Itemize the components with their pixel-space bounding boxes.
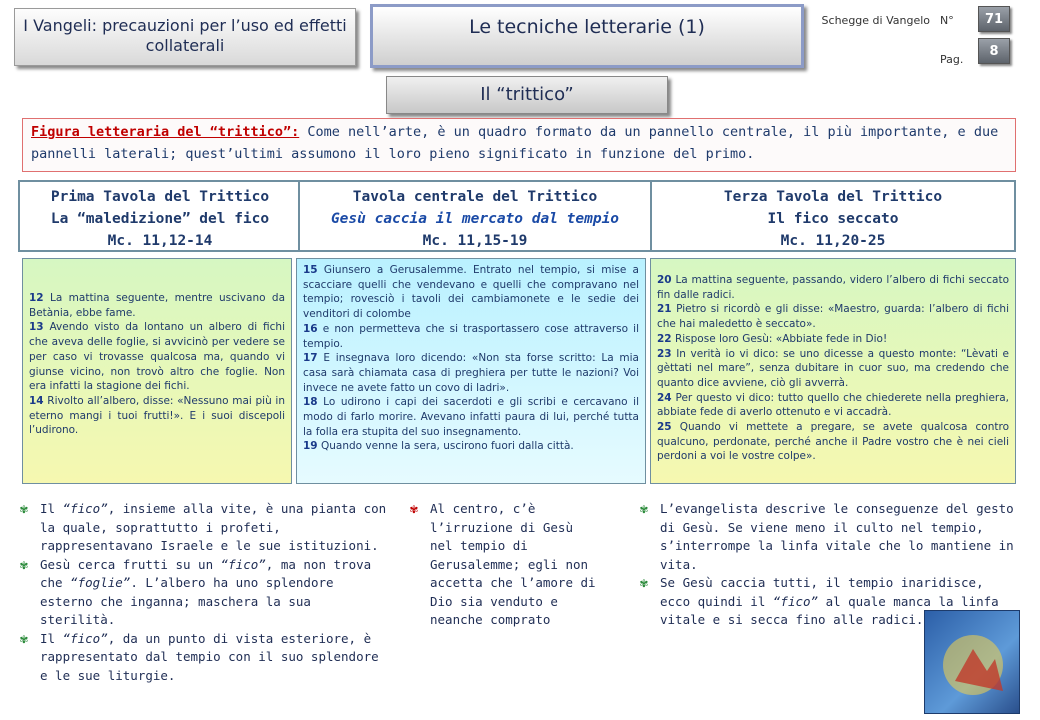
verse: 15 Giunsero a Gerusalemme. Entrato nel tempio, si mise a scacciare quelli che vendevano e quelli che compravano nel tempio; rovesciò i tavoli dei cambiamonete e le sedie dei venditori di colombe <box>303 264 639 321</box>
series-title: I Vangeli: precauzioni per l’uso ed effetti collaterali <box>14 8 356 66</box>
triptych-header <box>18 180 1016 252</box>
flower-bullet-icon: ✾ <box>640 502 648 517</box>
note-item: ✾ L’evangelista descrive le conseguenze del gesto di Gesù. Se viene meno il culto nel tempio, s’interrompe la linfa vitale che lo mantiene in vita. <box>640 501 1014 572</box>
verse: 25 Quando vi mettete a pregare, se avete qualcosa contro qualcuno, perdonate, perché anche il Padre vostro che è nei cieli perdoni a voi le vostre colpe». <box>657 421 1009 463</box>
verses-center-panel <box>296 258 646 484</box>
verse: 13 Avendo visto da lontano un albero di fichi che aveva delle foglie, si avvicinò per vedere se per caso vi trovasse qualcosa ma, quando vi giunse vicino, non trovò altro che foglie. Non era infatti la stagione dei fichi. <box>29 321 285 393</box>
verse: 14 Rivolto all’albero, disse: «Nessuno mai più in eterno mangi i tuoi frutti!». E i suoi discepoli l’udirono. <box>29 394 285 437</box>
verse: 16 e non permetteva che si trasportassero cose attraverso il tempio. <box>303 322 639 350</box>
verse: 17 E insegnava loro dicendo: «Non sta forse scritto: La mia casa sarà chiamata casa di preghiera per tutte le nazioni? Voi invece ne avete fatto un covo di ladri». <box>303 352 639 394</box>
table-center-title: Tavola centrale del Trittico <box>352 189 598 205</box>
table-center-subtitle: Gesù caccia il mercato dal tempio <box>330 211 620 227</box>
number-badge: 71 <box>978 6 1010 32</box>
table-center-ref: Mc. 11,15-19 <box>422 233 528 249</box>
page-label: Pag. <box>940 53 964 66</box>
schegge-logo <box>924 610 1020 714</box>
flower-bullet-icon: ✾ <box>640 576 648 591</box>
slide-title: Le tecniche letterarie (1) <box>370 4 804 68</box>
verse: 24 Per questo vi dico: tutto quello che chiederete nella preghiera, abbiate fede di averlo ottenuto e vi accadrà. <box>657 391 1009 419</box>
series-name: Schegge di Vangelo <box>821 14 930 27</box>
flower-bullet-icon: ✾ <box>20 502 28 517</box>
table-third-title: Terza Tavola del Trittico <box>723 189 943 205</box>
note-item: ✾ Gesù cerca frutti su un “fico”, ma non trova che “foglie”. L’albero ha uno splendore esterno che inganna; maschera la sua sterilità. <box>20 556 372 627</box>
table-third-header <box>650 182 1014 250</box>
verse: 19 Quando venne la sera, uscirono fuori dalla città. <box>303 440 574 453</box>
section-title: Il “trittico” <box>386 76 668 114</box>
verse: 22 Rispose loro Gesù: «Abbiate fede in Dio! <box>657 332 888 345</box>
note-item: ✾ Se Gesù caccia tutti, il tempio inaridisce, ecco quindi il “fico” al quale manca la linfa vitale e si secca fino alle radici. <box>640 575 999 627</box>
table-first-subtitle: La “maledizione” del fico <box>50 211 270 227</box>
page-badge: 8 <box>978 38 1010 64</box>
note-item: ✾ Al centro, c’è l’irruzione di Gesù nel tempio di Gerusalemme; egli non accetta che l’amore di Dio sia venduto e neanche comprato <box>410 501 596 627</box>
table-first-ref: Mc. 11,12-14 <box>107 233 213 249</box>
intro-lead: Figura letteraria del “trittico”: <box>31 124 300 140</box>
note-item: ✾ Il “fico”, da un punto di vista esteriore, è rappresentato dal tempio con il suo splendore e le sue liturgie. <box>20 630 379 683</box>
notes-center <box>410 500 600 630</box>
notes-left <box>20 500 392 685</box>
intro-text: Come nell’arte, è un quadro formato da un pannello centrale, il più importante, e due pannelli laterali; quest’ultimi assumono il loro pieno significato in funzione del primo. <box>31 124 999 162</box>
flower-bullet-icon: ✾ <box>20 557 28 573</box>
note-item: ✾ Il “fico”, insieme alla vite, è una pianta con la quale, soprattutto i profeti, rappresentavano Israele e le sue istituzioni. <box>20 501 387 553</box>
verses-third-panel <box>650 258 1016 484</box>
number-label: N° <box>940 14 954 27</box>
intro-definition <box>22 118 1016 172</box>
table-first-header <box>20 182 300 250</box>
verse: 18 Lo udirono i capi dei sacerdoti e gli scribi e cercavano il modo di farlo morire. Avevano infatti paura di lui, perché tutta la folla era stupita del suo insegnamento. <box>303 396 639 438</box>
table-third-ref: Mc. 11,20-25 <box>780 233 886 249</box>
verse: 23 In verità io vi dico: se uno dicesse a questo monte: “Lèvati e gèttati nel mare”, senza dubitare in cuor suo, ma credendo che quanto dice avviene, ciò gli avverrà. <box>657 347 1009 389</box>
verse: 20 La mattina seguente, passando, videro l’albero di fichi seccato fin dalle radici. <box>657 274 1009 301</box>
verses-first-panel <box>22 258 292 484</box>
flower-bullet-icon: ✾ <box>20 631 28 647</box>
verse: 21 Pietro si ricordò e gli disse: «Maestro, guarda: l’albero di fichi che hai maledetto è seccato». <box>657 303 1009 331</box>
table-first-title: Prima Tavola del Trittico <box>50 189 270 205</box>
verse: 12 La mattina seguente, mentre uscivano da Betània, ebbe fame. <box>29 292 285 319</box>
logo-art-icon <box>925 611 1020 714</box>
flower-bullet-icon: ✾ <box>410 502 418 517</box>
table-third-subtitle: Il fico seccato <box>767 211 899 227</box>
table-center-header <box>298 182 650 250</box>
